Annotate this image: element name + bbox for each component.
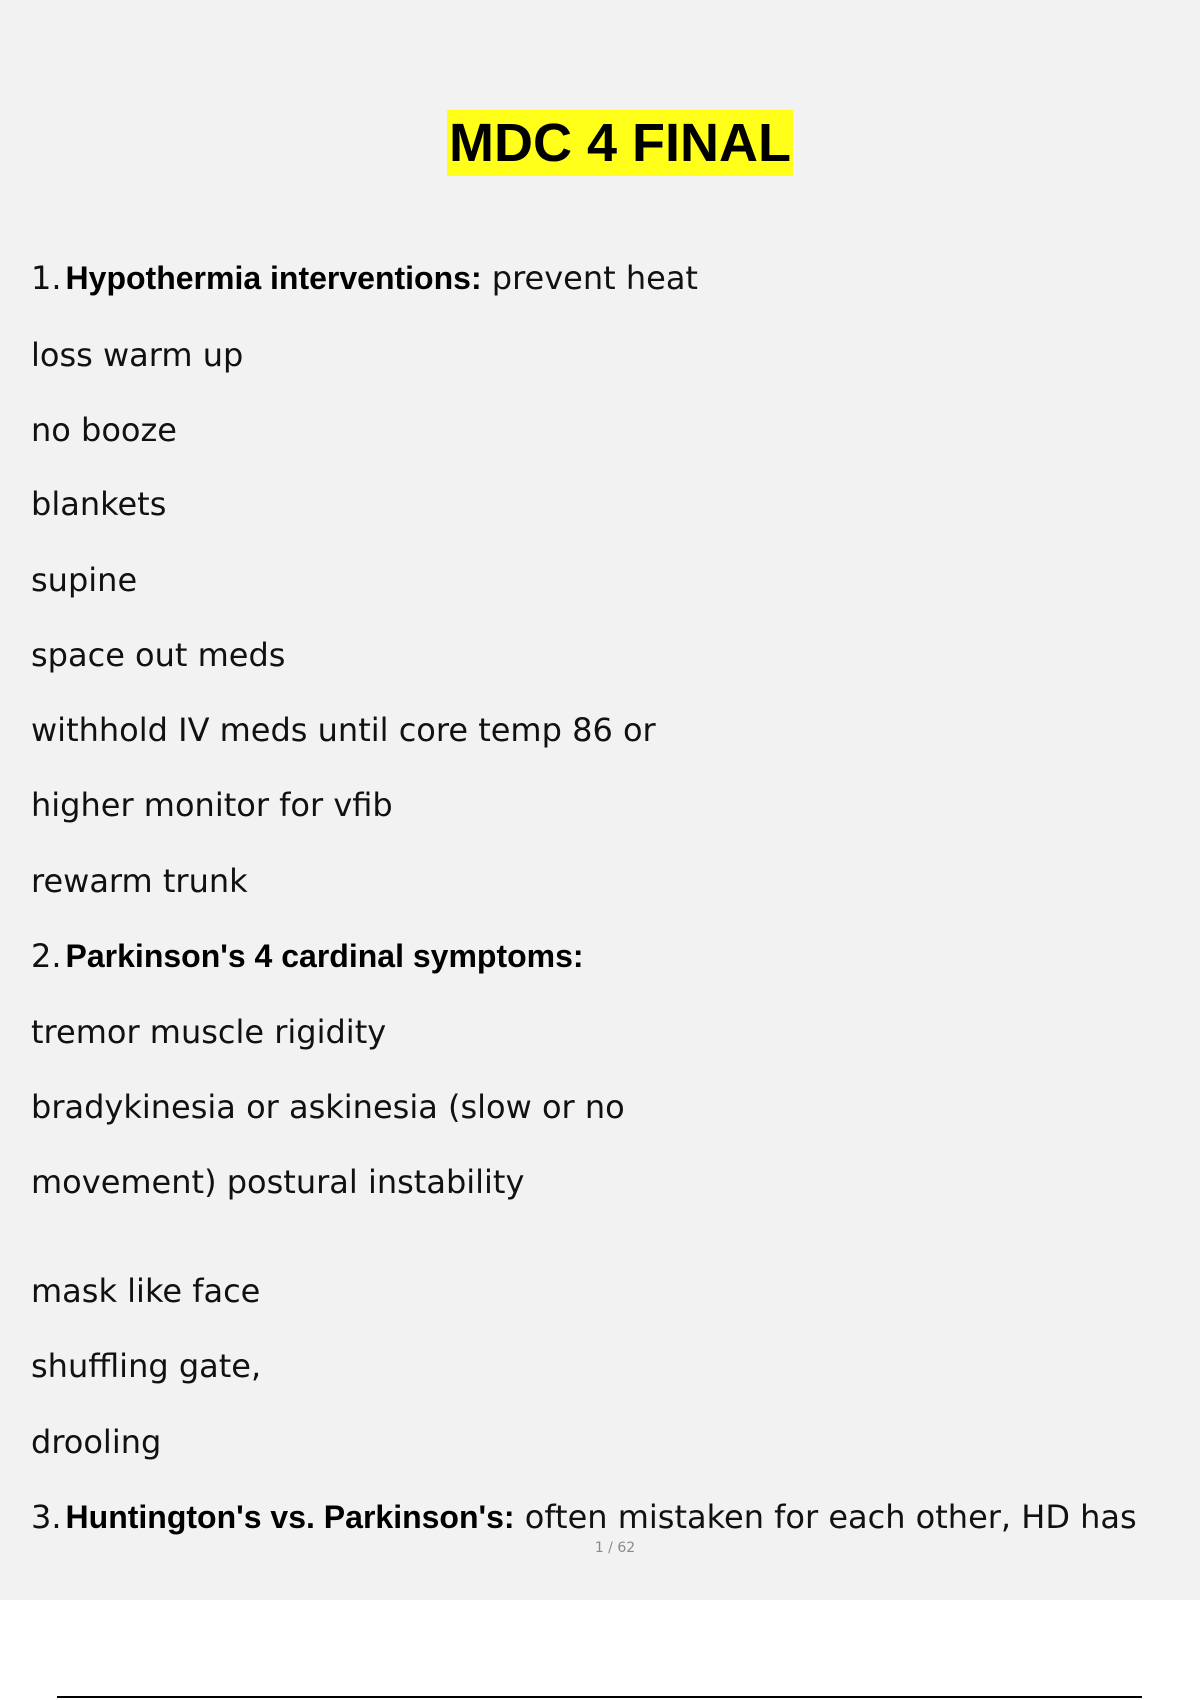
item-1-line-5: space out meds (31, 636, 286, 674)
item-1-line-3: blankets (31, 485, 167, 523)
item-number: 2. (31, 937, 62, 975)
item-1-heading (31, 258, 698, 298)
item-term: Huntington's vs. Parkinson's: (65, 1499, 515, 1535)
item-1-line-7: higher monitor for vfib (31, 786, 393, 824)
item-1-line-8: rewarm trunk (31, 862, 248, 900)
item-1-line-1: loss warm up (31, 336, 244, 374)
item-3-heading (31, 1497, 1137, 1537)
item-term: Hypothermia interventions: (65, 260, 482, 296)
title-container (0, 110, 1200, 176)
item-text: prevent heat (481, 259, 698, 297)
item-number: 1. (31, 259, 62, 297)
item-1-line-2: no booze (31, 411, 177, 449)
next-page-header-rule (57, 1696, 1142, 1698)
item-2-heading (31, 936, 584, 976)
item-1-line-4: supine (31, 561, 138, 599)
item-2-line-2: bradykinesia or askinesia (slow or no (31, 1088, 625, 1126)
item-2-line-1: tremor muscle rigidity (31, 1013, 387, 1051)
page-number: 1 / 62 (594, 1540, 636, 1556)
item-2-line-3: movement) postural instability (31, 1163, 525, 1201)
item-number: 3. (31, 1498, 62, 1536)
item-2-line-6: drooling (31, 1423, 162, 1461)
item-1-line-6: withhold IV meds until core temp 86 or (31, 711, 656, 749)
item-text: often mistaken for each other, HD has (514, 1498, 1137, 1536)
item-term: Parkinson's 4 cardinal symptoms: (65, 938, 584, 974)
item-2-line-4: mask like face (31, 1272, 261, 1310)
document-title: MDC 4 FINAL (447, 110, 793, 176)
item-2-line-5: shuffling gate, (31, 1347, 262, 1385)
